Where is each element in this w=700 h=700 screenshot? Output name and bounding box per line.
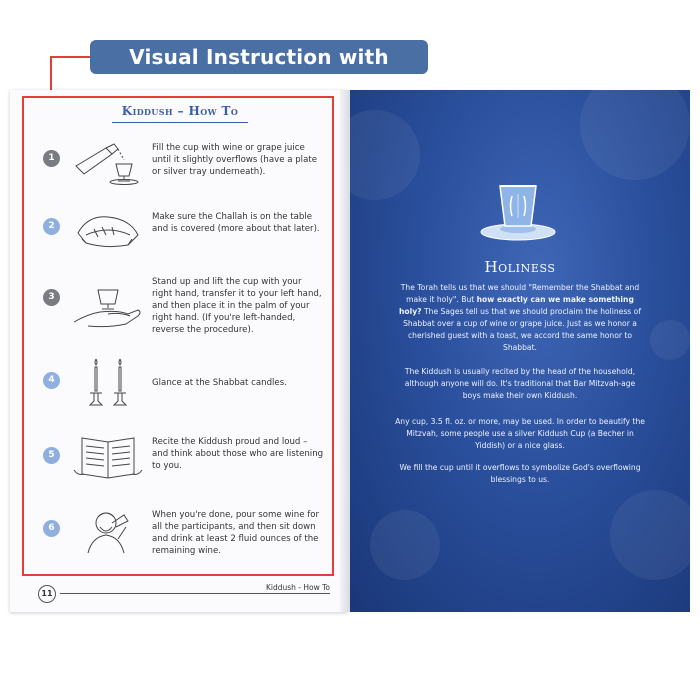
paragraph-1-end: The Sages tell us that we should proclaim the holiness of Shabbat over a cup of wine or grape juice. Just as we honor a cherished guest with a toast, we accord the same honor to Shabbat. [403,307,641,352]
paragraph-1-emphasis: how exactly can we make something holy? [398,295,634,316]
paragraph-1-start: The Torah tells us that we should "Remember the Shabbat and make it holy". But [400,283,640,304]
step-text: Glance at the Shabbat candles. [152,378,287,388]
man-drinking-icon [68,505,148,560]
page-number: 11 [38,585,56,603]
footer-rule [60,593,330,594]
step-number: 6 [43,520,60,537]
paragraph-3: Any cup, 3.5 fl. oz. or more, may be used. In order to beautify the Mitzvah, some people use a silver Kiddush Cup (a Becher in Yiddish) or a nice glass. [395,417,645,450]
paragraph-4: We fill the cup until it overflows to symbolize God's overflowing blessings to us. [399,463,641,484]
title-underline [112,122,248,123]
paragraph-2: The Kiddush is usually recited by the head of the household, although anyone will do. It's traditional that Bar Mitzvah-age boys make their own Kiddush. [404,367,636,400]
step-number: 1 [43,150,60,167]
step-number: 5 [43,447,60,464]
step-number: 4 [43,372,60,389]
step-text: Recite the Kiddush proud and loud – and think about those who are listening to you. [152,437,324,471]
covered-challah-icon [68,205,148,260]
step-text: Make sure the Challah is on the table and is covered (more about that later). [152,212,320,234]
page-title: Kiddush – How To [121,104,239,118]
bokeh-light [610,490,690,580]
right-page-title: Holiness [484,258,556,276]
shabbat-candles-icon [68,355,148,410]
bokeh-light [650,320,690,360]
step-text: Fill the cup with wine or grape juice until it slightly overflows (have a plate or silver tray underneath). [152,143,317,177]
bokeh-light [350,110,420,200]
callout-connector [50,56,90,58]
step-number: 3 [43,289,60,306]
cup-in-palm-icon [68,280,148,335]
step-text: Stand up and lift the cup with your right hand, transfer it to your left hand, and then place it in the palm of your right hand. (If you're left-handed, reverse the procedure). [152,277,322,335]
kiddush-cup-icon [478,182,558,244]
paragraph-1 [395,282,645,354]
bottle-pouring-into-cup-icon [68,140,148,195]
step-text: When you're done, pour some wine for all the participants, and then sit down and drink at least 2 fluid ounces of the remaining wine. [152,510,320,556]
step-number: 2 [43,218,60,235]
bokeh-light [370,510,440,580]
bokeh-light [580,90,690,180]
callout-label: Visual Instruction with [90,40,428,74]
open-book-icon [68,430,148,485]
running-footer: Kiddush - How To [265,583,330,592]
